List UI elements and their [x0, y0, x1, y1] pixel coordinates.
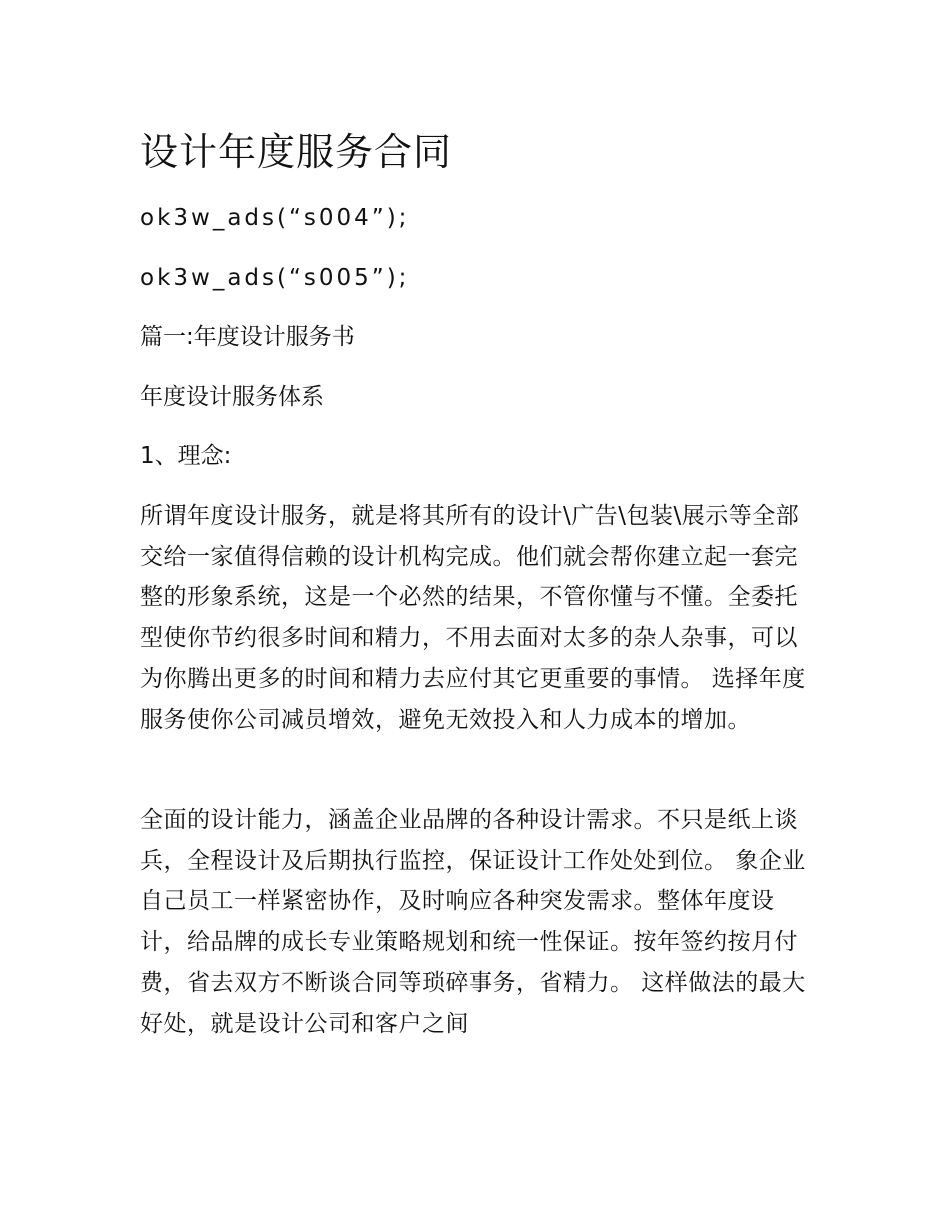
subheading: 年度设计服务体系 — [140, 384, 324, 410]
section-heading: 篇一:年度设计服务书 — [140, 324, 355, 350]
paragraph-2: 全面的设计能力，涵盖企业品牌的各种设计需求。不只是纸上谈兵，全程设计及后期执行监控，保证设计工作处处到位。 象企业自己员工一样紧密协作，及时响应各种突发需求。整体年度设计，给品牌的成长专业策略规划和统一性保证。按年签约按月付费，省去双方不断谈合同等琐碎事务，省精力。 这样做法的最大好处，就是设计公司和客户之间 — [140, 807, 806, 1037]
item-heading: 1、理念: — [140, 443, 232, 469]
document-title: 设计年度服务合同 — [140, 130, 453, 174]
code-line-2: ok3w_ads(“s005”); — [140, 265, 410, 291]
code-line-1: ok3w_ads(“s004”); — [140, 205, 410, 231]
paragraph-1: 所谓年度设计服务，就是将其所有的设计\广告\包装\展示等全部交给一家值得信赖的设计机构完成。他们就会帮你建立起一套完整的形象系统，这是一个必然的结果，不管你懂与不懂。全委托型使你节约很多时间和精力，不用去面对太多的杂人杂事，可以为你腾出更多的时间和精力去应付其它更重要的事情。 选择年度服务使你公司减员增效，避免无效投入和人力成本的增加。 — [140, 503, 806, 733]
